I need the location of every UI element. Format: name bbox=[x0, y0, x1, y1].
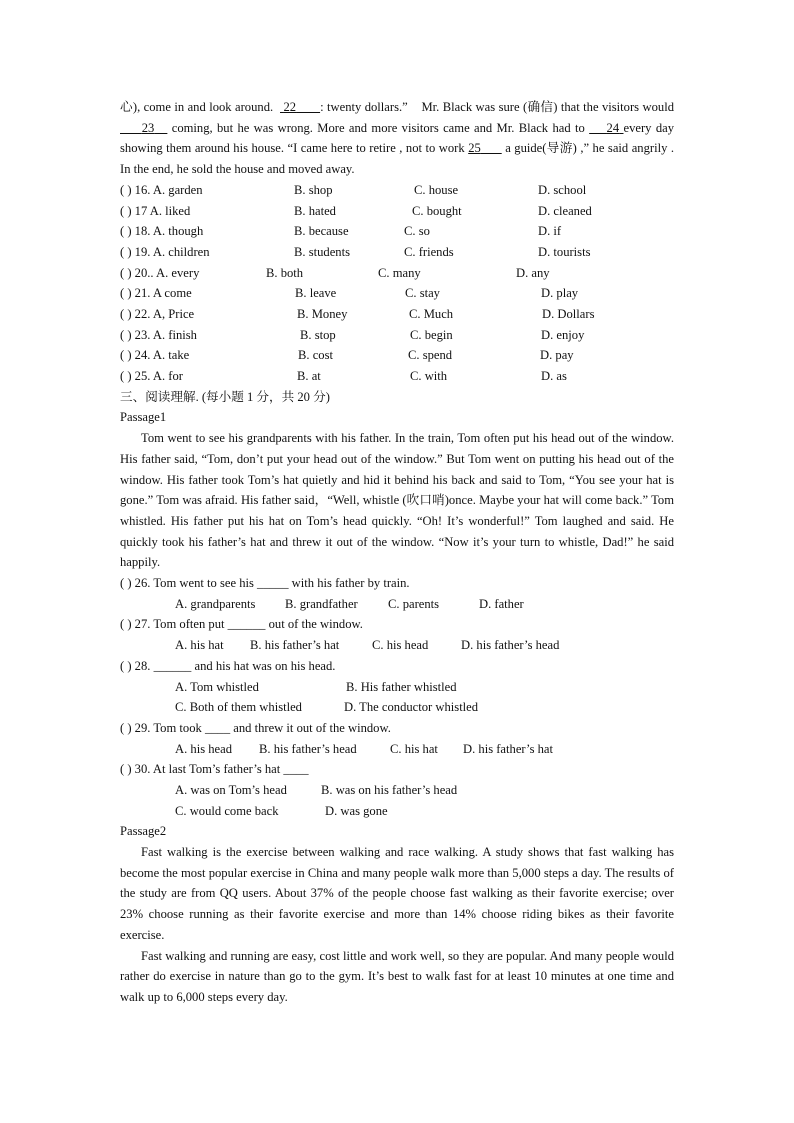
cloze-question bbox=[120, 366, 674, 387]
cloze-text: : twenty dollars.” bbox=[320, 100, 408, 114]
option-b: B. students bbox=[294, 244, 350, 259]
option-c: C. his hat bbox=[390, 741, 438, 756]
option-row bbox=[120, 739, 674, 760]
option-d: D. play bbox=[541, 286, 579, 301]
option-row bbox=[120, 594, 674, 615]
option-c: C. parents bbox=[388, 596, 440, 611]
option-b: B. leave bbox=[295, 286, 337, 301]
option-b: B. his father’s head bbox=[259, 741, 357, 756]
cloze-question bbox=[120, 201, 674, 222]
option-b: B. because bbox=[294, 224, 349, 239]
question-26 bbox=[120, 573, 674, 614]
option-a: A. Tom whistled bbox=[175, 679, 259, 694]
passage-2-paragraph-1: Fast walking is the exercise between walking and race walking. A study shows that fast walking has become the most popular exercise in China and many people walk more than 5,000 steps a day. The results of the study are from QQ users. About 37% of the people choose fast walking as their favorite exercise; over 23% choose running as their favorite exercise and more than 14% choose riding bikes as their favorite exercise. bbox=[120, 845, 674, 942]
cloze-question bbox=[120, 180, 674, 201]
option-d: D. was gone bbox=[325, 803, 388, 818]
option-c: C. with bbox=[410, 369, 448, 383]
option-b: B. shop bbox=[294, 182, 333, 197]
blank-22: 22 bbox=[283, 100, 297, 114]
option-row bbox=[120, 677, 674, 698]
option-b: B. His father whistled bbox=[346, 679, 457, 694]
option-a: A. his head bbox=[175, 741, 233, 756]
option-c: C. many bbox=[378, 265, 421, 280]
cloze-question bbox=[120, 325, 674, 346]
option-d: D. The conductor whistled bbox=[344, 700, 479, 715]
option-b: B. Money bbox=[297, 306, 348, 321]
option-d: D. any bbox=[516, 265, 550, 280]
section-heading: 三、阅读理解. (每小题 1 分，共 20 分) bbox=[120, 389, 330, 404]
option-a: A. was on Tom’s head bbox=[175, 782, 287, 797]
option-c: C. his head bbox=[372, 638, 429, 653]
option-d: D. as bbox=[541, 369, 567, 383]
option-d: D. his father’s hat bbox=[463, 741, 554, 756]
option-row bbox=[120, 801, 674, 822]
cloze-question bbox=[120, 242, 674, 263]
cloze-text: visitors would bbox=[601, 100, 674, 114]
cloze-question bbox=[120, 221, 674, 242]
cloze-text: had to bbox=[552, 120, 585, 135]
question-number-option-a: ( ) 18. A. though bbox=[120, 224, 204, 239]
option-c: C. spend bbox=[408, 348, 453, 363]
option-c: C. would come back bbox=[175, 803, 279, 818]
option-d: D. Dollars bbox=[542, 306, 595, 321]
question-30 bbox=[120, 759, 674, 821]
question-number-option-a: ( ) 17 A. liked bbox=[120, 203, 191, 218]
cloze-question bbox=[120, 283, 674, 304]
option-a: A. grandparents bbox=[175, 596, 256, 611]
question-number-option-a: ( ) 23. A. finish bbox=[120, 327, 197, 342]
cloze-text: coming, but he was wrong. More and more visitors came and Mr. Black bbox=[171, 120, 549, 135]
option-row bbox=[120, 697, 674, 718]
passage-2-title: Passage2 bbox=[120, 824, 167, 839]
passage-2-paragraph-2: Fast walking and running are easy, cost little and work well, so they are popular. And many people would rather do exercise in nature than go to the gym. It’s best to walk fast for at least 10 minutes at one time and walk up to 6,000 steps every day. bbox=[120, 948, 674, 1004]
question-number-option-a: ( ) 20.. A. every bbox=[120, 265, 200, 280]
option-c: C. so bbox=[404, 224, 430, 239]
cloze-question-list bbox=[120, 180, 674, 387]
question-stem: ( ) 26. Tom went to see his _____ with his father by train. bbox=[120, 576, 410, 591]
cloze-text: every day showing them around his house. “I came here to retire , not to work bbox=[120, 120, 674, 156]
question-number-option-a: ( ) 22. A, Price bbox=[120, 306, 195, 321]
question-stem: ( ) 29. Tom took ____ and threw it out of the window. bbox=[120, 720, 391, 735]
option-c: C. Much bbox=[409, 306, 454, 321]
question-number-option-a: ( ) 19. A. children bbox=[120, 244, 210, 259]
option-d: D. enjoy bbox=[541, 327, 585, 342]
option-b: B. stop bbox=[300, 327, 336, 342]
blank-25: 25 bbox=[468, 141, 481, 156]
question-number-option-a: ( ) 24. A. take bbox=[120, 348, 190, 363]
passage-1-title: Passage1 bbox=[120, 410, 167, 425]
option-d: D. his father’s head bbox=[461, 638, 560, 653]
option-row bbox=[120, 635, 674, 656]
cloze-text: 心), come in and look around. bbox=[120, 100, 274, 114]
cloze-question bbox=[120, 263, 674, 284]
cloze-question bbox=[120, 345, 674, 366]
option-d: D. cleaned bbox=[538, 203, 592, 218]
option-b: B. at bbox=[297, 369, 321, 383]
cloze-text: a guide(导游) ,” he said angrily . In the end, he sold the house and moved away. bbox=[120, 141, 675, 177]
option-d: D. father bbox=[479, 596, 524, 611]
option-row bbox=[120, 780, 674, 801]
option-d: D. tourists bbox=[538, 244, 591, 259]
option-c: C. Both of them whistled bbox=[175, 700, 302, 715]
question-28 bbox=[120, 656, 674, 718]
option-a: A. his hat bbox=[175, 638, 224, 653]
option-b: B. grandfather bbox=[285, 596, 358, 611]
passage-1-text: Tom went to see his grandparents with his father. In the train, Tom often put his head out of the window. His father said, “Tom, don’t put your head out of the window.” But Tom went on putting his head out of the window. His father took Tom’s hat quietly and hid it behind his back and said to Tom, “You see your hat is gone.” Tom was afraid. His father said，“Well, whistle (吹口哨)once. Maybe your hat will come back.” Tom whistled. His father put his hat on Tom’s head quickly. “Oh! It’s wonderful!” Tom laughed and said. He quickly took his father’s hat and threw it out of the window. “Now it’s your turn to whistle, Dad!” he said happily. bbox=[120, 431, 674, 570]
option-b: B. cost bbox=[298, 348, 333, 363]
blank-24: 24 bbox=[606, 120, 620, 135]
question-stem: ( ) 30. At last Tom’s father’s hat ____ bbox=[120, 762, 309, 777]
option-b: B. his father’s hat bbox=[250, 638, 340, 653]
cloze-passage bbox=[120, 97, 674, 180]
option-c: C. begin bbox=[410, 327, 453, 342]
option-c: C. stay bbox=[405, 286, 440, 301]
passage-1-questions bbox=[120, 573, 674, 821]
option-c: C. friends bbox=[404, 244, 454, 259]
option-b: B. both bbox=[266, 265, 304, 280]
question-29 bbox=[120, 718, 674, 759]
option-d: D. pay bbox=[540, 348, 574, 363]
cloze-question bbox=[120, 304, 674, 325]
option-c: C. bought bbox=[412, 203, 462, 218]
question-number-option-a: ( ) 21. A come bbox=[120, 286, 192, 301]
document-page bbox=[120, 97, 674, 1008]
question-27 bbox=[120, 614, 674, 655]
option-b: B. hated bbox=[294, 203, 336, 218]
option-c: C. house bbox=[414, 182, 459, 197]
question-number-option-a: ( ) 16. A. garden bbox=[120, 182, 203, 197]
option-d: D. school bbox=[538, 182, 587, 197]
question-number-option-a: ( ) 25. A. for bbox=[120, 369, 183, 383]
question-stem: ( ) 27. Tom often put ______ out of the window. bbox=[120, 617, 363, 632]
option-d: D. if bbox=[538, 224, 562, 239]
blank-23: 23 bbox=[141, 120, 155, 135]
option-b: B. was on his father’s head bbox=[321, 782, 458, 797]
question-stem: ( ) 28. ______ and his hat was on his head. bbox=[120, 658, 336, 673]
cloze-text: Mr. Black was sure (确信) that the bbox=[421, 100, 599, 114]
